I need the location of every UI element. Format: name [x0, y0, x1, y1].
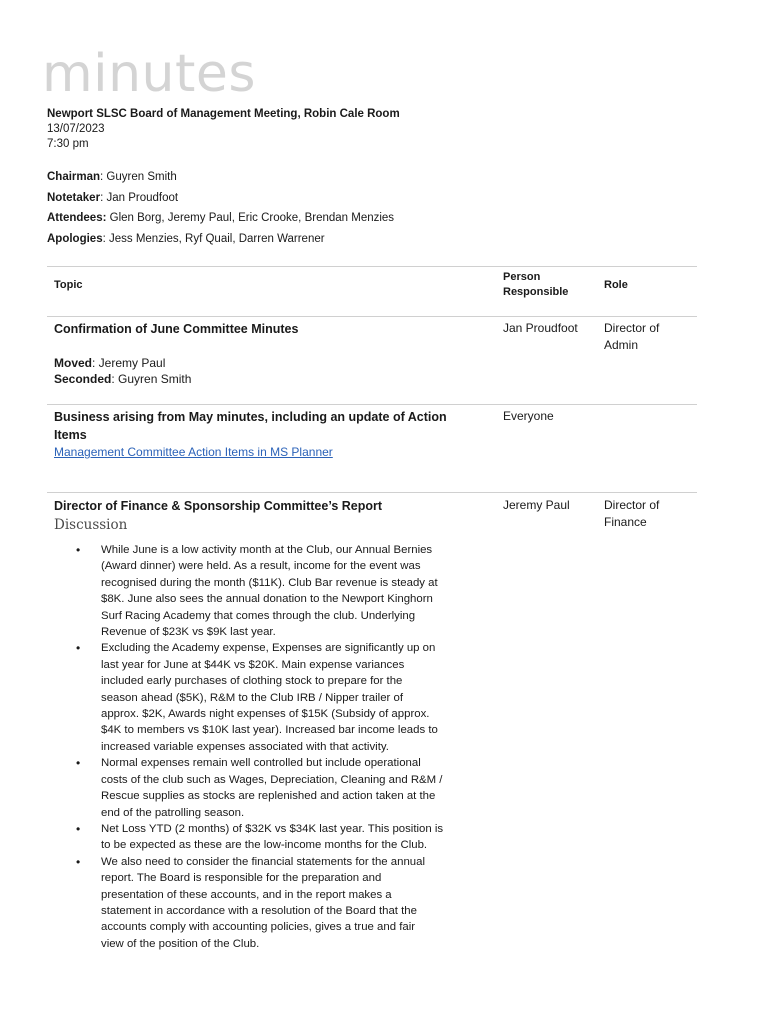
- bullet-line: Excluding the Academy expense, Expenses are significantly up on: [101, 642, 436, 655]
- discussion-heading: Discussion: [54, 517, 128, 533]
- row3-person: Jeremy Paul: [503, 498, 570, 512]
- row-rule-2: [47, 492, 697, 493]
- table-top-rule: [47, 266, 697, 267]
- header-person-line2: Responsible: [503, 286, 569, 298]
- row3-role-line2: Finance: [604, 515, 647, 529]
- bullet-line: last year for June at $44K vs $20K. Main expense variances: [101, 658, 405, 671]
- bullet-line: recognised during the month ($11K). Club Bar revenue is steady at: [101, 576, 438, 589]
- row-rule-1: [47, 404, 697, 405]
- list-item: [54, 640, 490, 755]
- bullet-line: (Award dinner) were held. As a result, income for the event was: [101, 560, 421, 573]
- list-item: [54, 854, 490, 952]
- bullet-line: Rescue supplies as stocks are replenished and action taken at the: [101, 790, 436, 803]
- attendees-label: Attendees:: [47, 212, 107, 225]
- row2-topic-line1: Business arising from May minutes, including an update of Action: [54, 410, 447, 424]
- bullet-line: accounts comply with accounting policies, gives a true and fair: [101, 921, 416, 934]
- meeting-time: 7:30 pm: [47, 138, 89, 150]
- apologies-label: Apologies: [47, 233, 103, 246]
- moved-label: Moved: [54, 356, 93, 370]
- attendance-list: [47, 170, 394, 253]
- row3-topic: Director of Finance & Sponsorship Committee’s Report: [54, 499, 383, 513]
- seconded-label: Seconded: [54, 372, 112, 386]
- bullet-line: We also need to consider the financial statements for the annual: [101, 855, 425, 868]
- notetaker-label: Notetaker: [47, 191, 101, 204]
- bullet-line: costs of the club such as Wages, Depreciation, Cleaning and R&M /: [101, 773, 443, 786]
- bullet-line: increased variable expenses associated with that activity.: [101, 740, 389, 753]
- bullet-line: end of the patrolling season.: [101, 806, 245, 819]
- meeting-title: Newport SLSC Board of Management Meeting, Robin Cale Room: [47, 108, 400, 120]
- row1-role-line2: Admin: [604, 338, 639, 352]
- list-item: [54, 542, 490, 640]
- table-row: [54, 408, 494, 460]
- row3-role: [604, 497, 659, 531]
- row2-person: Everyone: [503, 409, 554, 423]
- bullet-line: $8K. June also sees the annual donation to the Newport Kinghorn: [101, 593, 433, 606]
- bullet-line: statement in accordance with a resolution of the Board that the: [101, 904, 417, 917]
- bullet-line: Revenue of $23K vs $9K last year.: [101, 626, 276, 639]
- bullet-line: view of the position of the Club.: [101, 937, 260, 950]
- bullet-line: season ahead ($5K), R&M to the Club IRB / Nipper trailer of: [101, 691, 403, 704]
- row3-role-line1: Director of: [604, 498, 660, 512]
- bullet-line: presentation of these accounts, and in the report makes a: [101, 888, 392, 901]
- moved-value: : Jeremy Paul: [92, 356, 166, 370]
- table-row: [54, 497, 494, 534]
- header-person-line1: Person: [503, 271, 541, 283]
- meeting-header: [47, 107, 400, 152]
- moved-line: [54, 355, 494, 371]
- attendees-value: Glen Borg, Jeremy Paul, Eric Crooke, Brendan Menzies: [106, 212, 395, 225]
- bullet-line: report. The Board is responsible for the preparation and: [101, 872, 382, 885]
- bullet-line: While June is a low activity month at the Club, our Annual Bernies: [101, 544, 433, 556]
- bullet-icon: •: [76, 854, 81, 869]
- row1-person: Jan Proudfoot: [503, 321, 578, 335]
- bullet-line: Surf Racing Academy that comes through the club. Underlying: [101, 609, 416, 622]
- apologies-value: : Jess Menzies, Ryf Quail, Darren Warrener: [102, 233, 325, 246]
- header-person: [503, 270, 568, 300]
- bullet-icon: •: [76, 543, 81, 557]
- header-role: Role: [604, 279, 628, 291]
- bullet-line: approx. $2K, Awards night expenses of $15K (Subsidy of approx.: [101, 708, 430, 721]
- chairman-label: Chairman: [47, 171, 101, 183]
- header-topic: Topic: [54, 279, 83, 291]
- notetaker-value: : Jan Proudfoot: [100, 191, 179, 204]
- row2-topic-line2: Items: [54, 428, 87, 442]
- action-items-link[interactable]: Management Committee Action Items in MS Planner: [54, 445, 333, 459]
- seconded-line: [54, 371, 494, 387]
- notetaker-row: [47, 191, 394, 212]
- document-title: minutes: [42, 44, 256, 104]
- chairman-value: : Guyren Smith: [100, 171, 177, 183]
- header-rule: [47, 316, 697, 317]
- meeting-date: 13/07/2023: [47, 123, 105, 135]
- seconded-value: : Guyren Smith: [111, 372, 192, 386]
- row1-topic: Confirmation of June Committee Minutes: [54, 322, 299, 336]
- bullet-icon: •: [76, 756, 81, 771]
- bullet-line: included early purchases of clothing stock to prepare for the: [101, 675, 403, 688]
- list-item: [54, 755, 490, 821]
- list-item: [54, 821, 490, 854]
- row1-role: [604, 320, 659, 354]
- bullet-line: $4K to members vs $10K last year). Increased bar income leads to: [101, 724, 438, 737]
- bullet-icon: •: [76, 641, 81, 656]
- bullet-line: to be expected as these are the low-income months for the Club.: [101, 839, 428, 852]
- attendees-row: [47, 211, 394, 232]
- chairman-row: [47, 170, 394, 191]
- row1-role-line1: Director of: [604, 321, 660, 335]
- finance-discussion-list: [54, 542, 490, 952]
- bullet-icon: •: [76, 821, 81, 836]
- table-row: [54, 320, 494, 387]
- bullet-line: Normal expenses remain well controlled but include operational: [101, 757, 421, 770]
- bullet-line: Net Loss YTD (2 months) of $32K vs $34K last year. This position is: [101, 822, 444, 835]
- apologies-row: [47, 232, 394, 253]
